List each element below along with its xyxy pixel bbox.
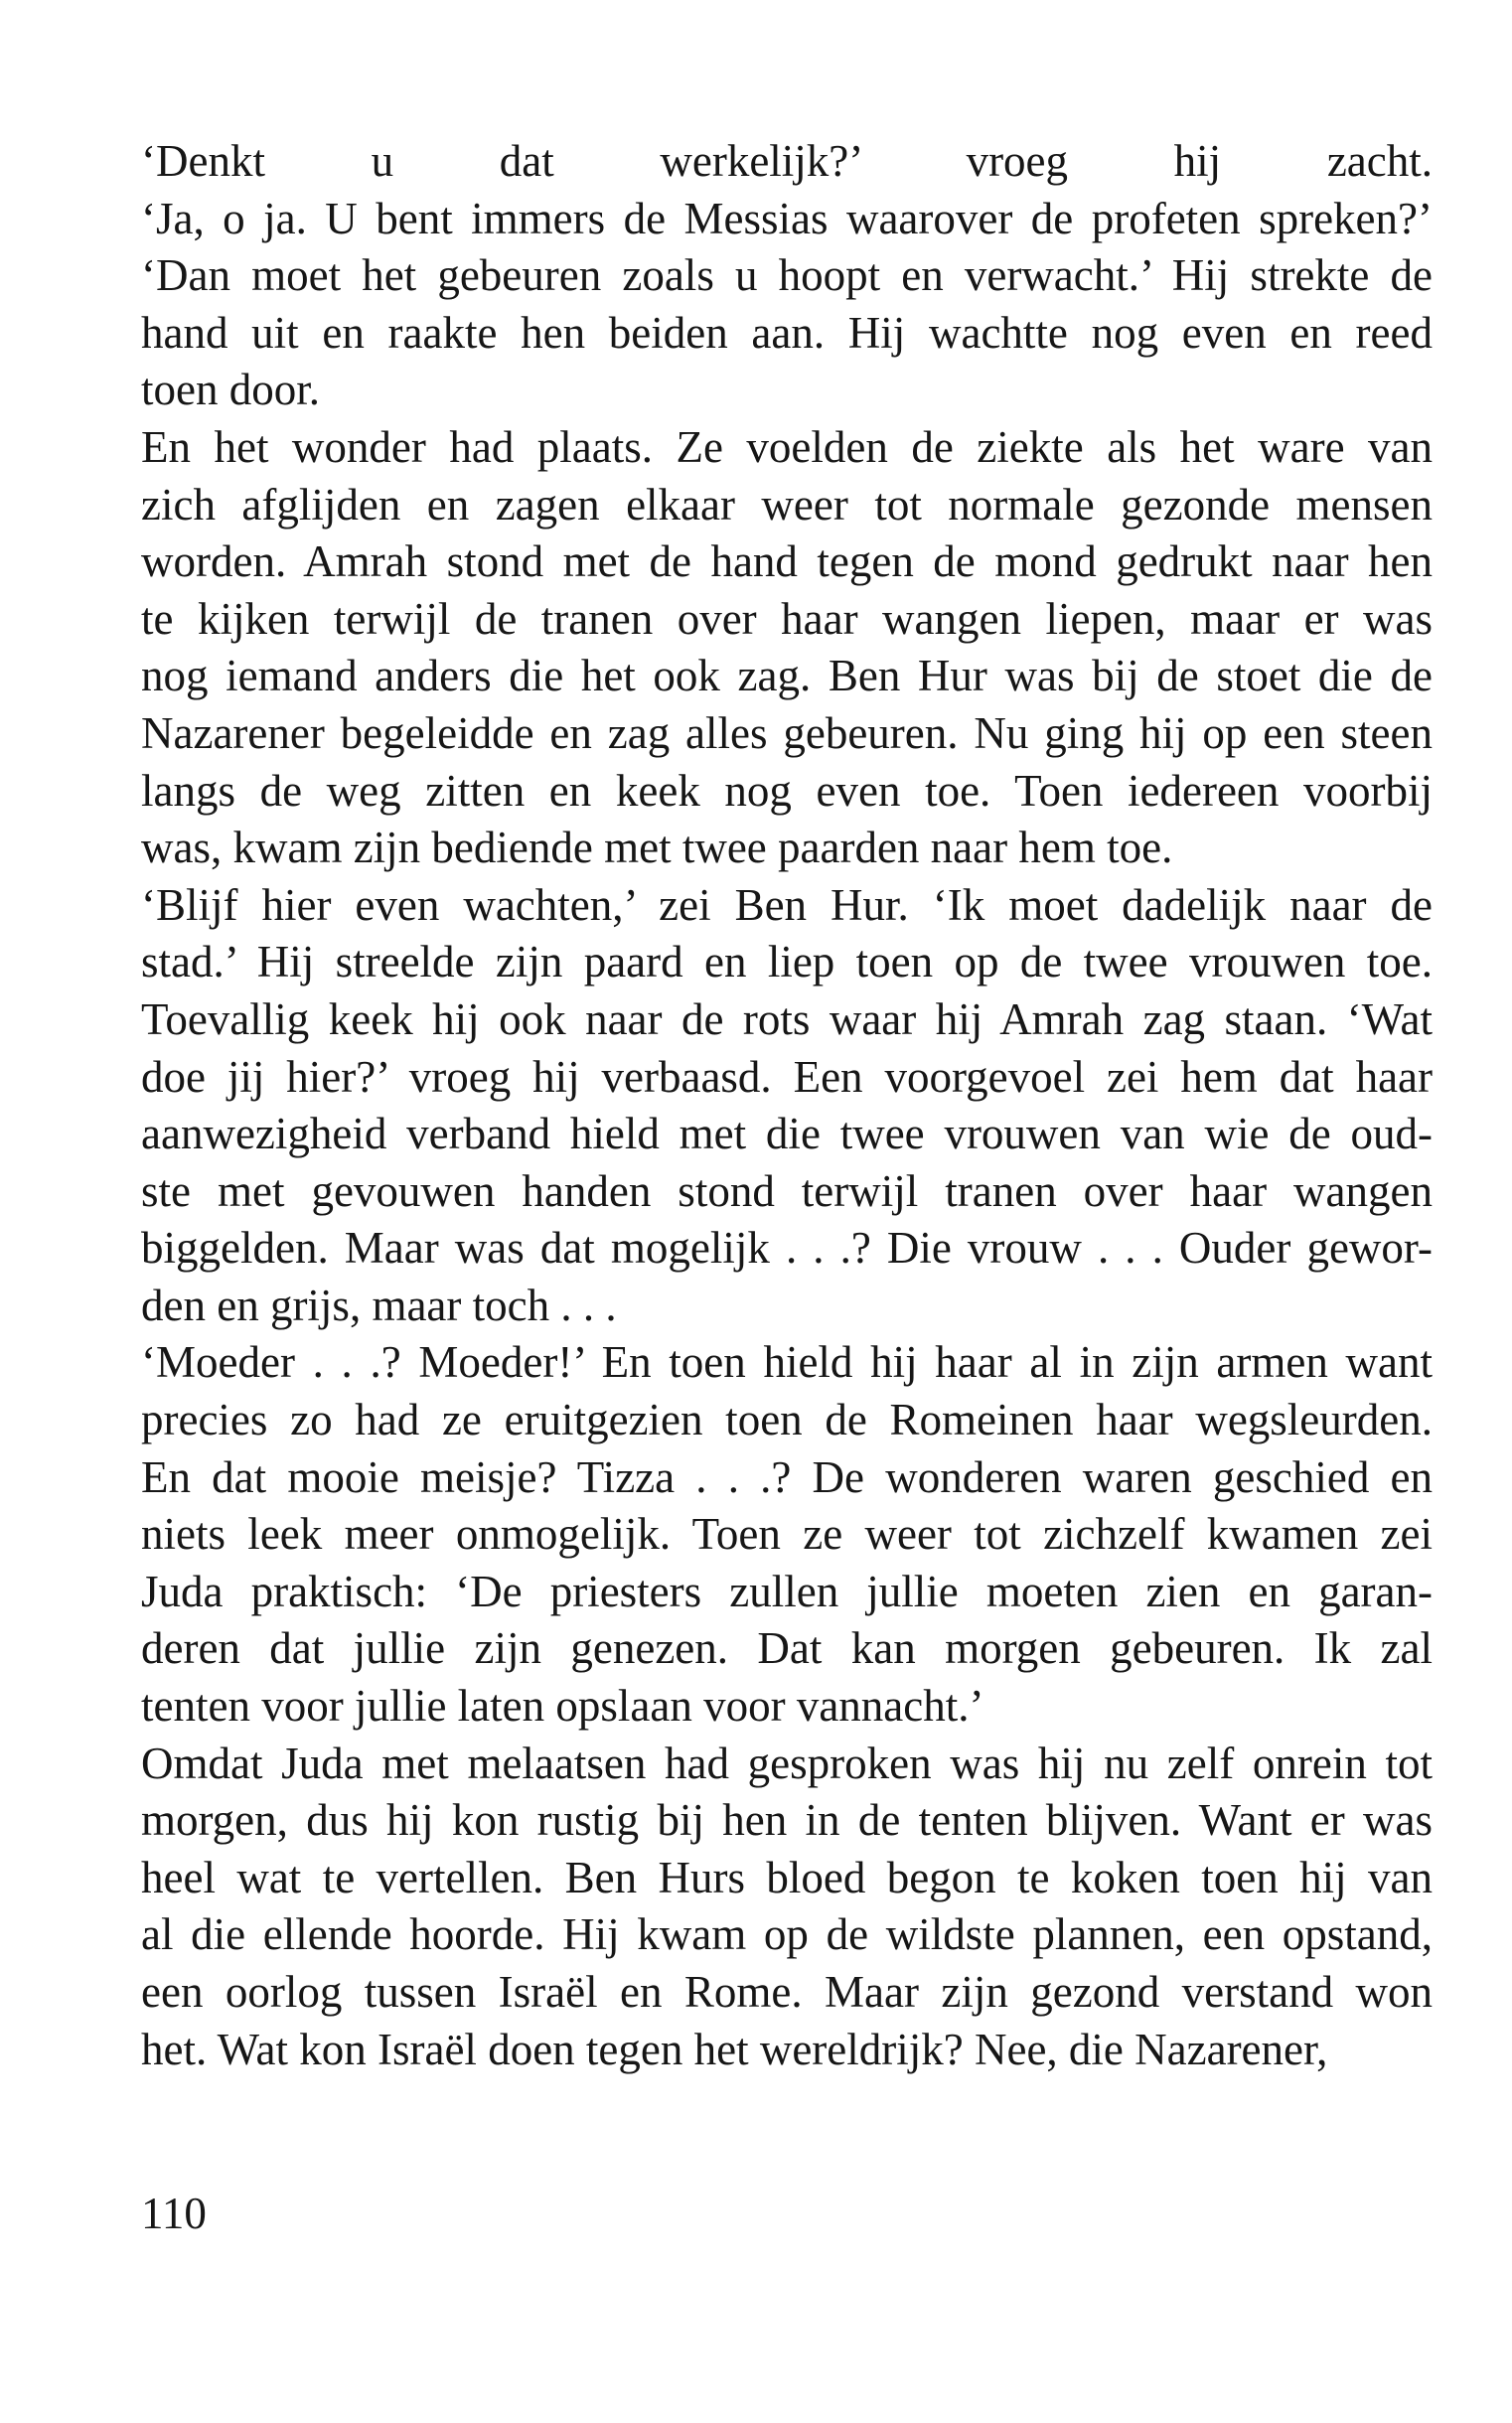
text-line: tenten voor jullie laten opslaan voor vannacht.’	[141, 1681, 984, 1732]
text-line: ‘Dan moet het gebeuren zoals u hoopt en verwacht.’ Hij strekte de	[141, 250, 1433, 301]
text-line: was, kwam zijn bediende met twee paarden naar hem toe.	[141, 823, 1173, 873]
text-line: ‘Ja, o ja. U bent immers de Messias waarover de profeten spreken?’	[141, 193, 1433, 243]
text-line: ‘Moeder . . .? Moeder!’ En toen hield hij haar al in zijn armen want	[141, 1337, 1433, 1388]
text-line: Nazarener begeleidde en zag alles gebeuren. Nu ging hij op een steen	[141, 707, 1433, 758]
text-line: heel wat te vertellen. Ben Hurs bloed begon te koken toen hij van	[141, 1852, 1433, 1902]
text-line: Omdat Juda met melaatsen had gesproken was hij nu zelf onrein tot	[141, 1738, 1433, 1788]
text-line: ste met gevouwen handen stond terwijl tranen over haar wangen	[141, 1165, 1433, 1216]
text-line: deren dat jullie zijn genezen. Dat kan morgen gebeuren. Ik zal	[141, 1623, 1433, 1674]
text-line: langs de weg zitten en keek nog even toe. Toen iedereen voorbij	[141, 765, 1433, 816]
text-line: ‘Denkt u dat werkelijk?’ vroeg hij zacht.	[141, 136, 1433, 186]
text-line: precies zo had ze eruitgezien toen de Romeinen haar wegsleurden.	[141, 1395, 1433, 1445]
text-line: morgen, dus hij kon rustig bij hen in de tenten blijven. Want er was	[141, 1795, 1433, 1846]
text-line: En dat mooie meisje? Tizza . . .? De wonderen waren geschied en	[141, 1451, 1433, 1502]
text-line: worden. Amrah stond met de hand tegen de mond gedrukt naar hen	[141, 536, 1433, 587]
text-line: biggelden. Maar was dat mogelijk . . .? Die vrouw . . . Ouder gewor-	[141, 1223, 1433, 1274]
text-line: nog iemand anders die het ook zag. Ben Hur was bij de stoet die de	[141, 651, 1433, 701]
text-line: den en grijs, maar toch . . .	[141, 1280, 617, 1330]
body-text	[141, 133, 1433, 2078]
text-line: niets leek meer onmogelijk. Toen ze weer tot zichzelf kwamen zei	[141, 1509, 1433, 1560]
text-line: ‘Blijf hier even wachten,’ zei Ben Hur. ‘Ik moet dadelijk naar de	[141, 879, 1433, 930]
text-line: zich afglijden en zagen elkaar weer tot normale gezonde mensen	[141, 479, 1433, 530]
text-line: een oorlog tussen Israël en Rome. Maar zijn gezond verstand won	[141, 1967, 1433, 2017]
text-line: stad.’ Hij streelde zijn paard en liep toen op de twee vrouwen toe.	[141, 937, 1433, 987]
text-line: Toevallig keek hij ook naar de rots waar hij Amrah zag staan. ‘Wat	[141, 993, 1433, 1044]
text-line: te kijken terwijl de tranen over haar wangen liepen, maar er was	[141, 593, 1433, 644]
page-number: 110	[141, 2189, 207, 2238]
text-line: Juda praktisch: ‘De priesters zullen jullie moeten zien en garan-	[141, 1566, 1433, 1616]
text-line: het. Wat kon Israël doen tegen het wereldrijk? Nee, die Nazarener,	[141, 2024, 1328, 2074]
text-line: En het wonder had plaats. Ze voelden de ziekte als het ware van	[141, 421, 1433, 472]
text-line: al die ellende hoorde. Hij kwam op de wildste plannen, een opstand,	[141, 1909, 1433, 1960]
text-line: hand uit en raakte hen beiden aan. Hij wachtte nog even en reed	[141, 307, 1433, 358]
text-line: toen door.	[141, 365, 320, 415]
text-line: doe jij hier?’ vroeg hij verbaasd. Een voorgevoel zei hem dat haar	[141, 1051, 1433, 1102]
text-line: aanwezigheid verband hield met die twee vrouwen van wie de oud-	[141, 1109, 1433, 1159]
